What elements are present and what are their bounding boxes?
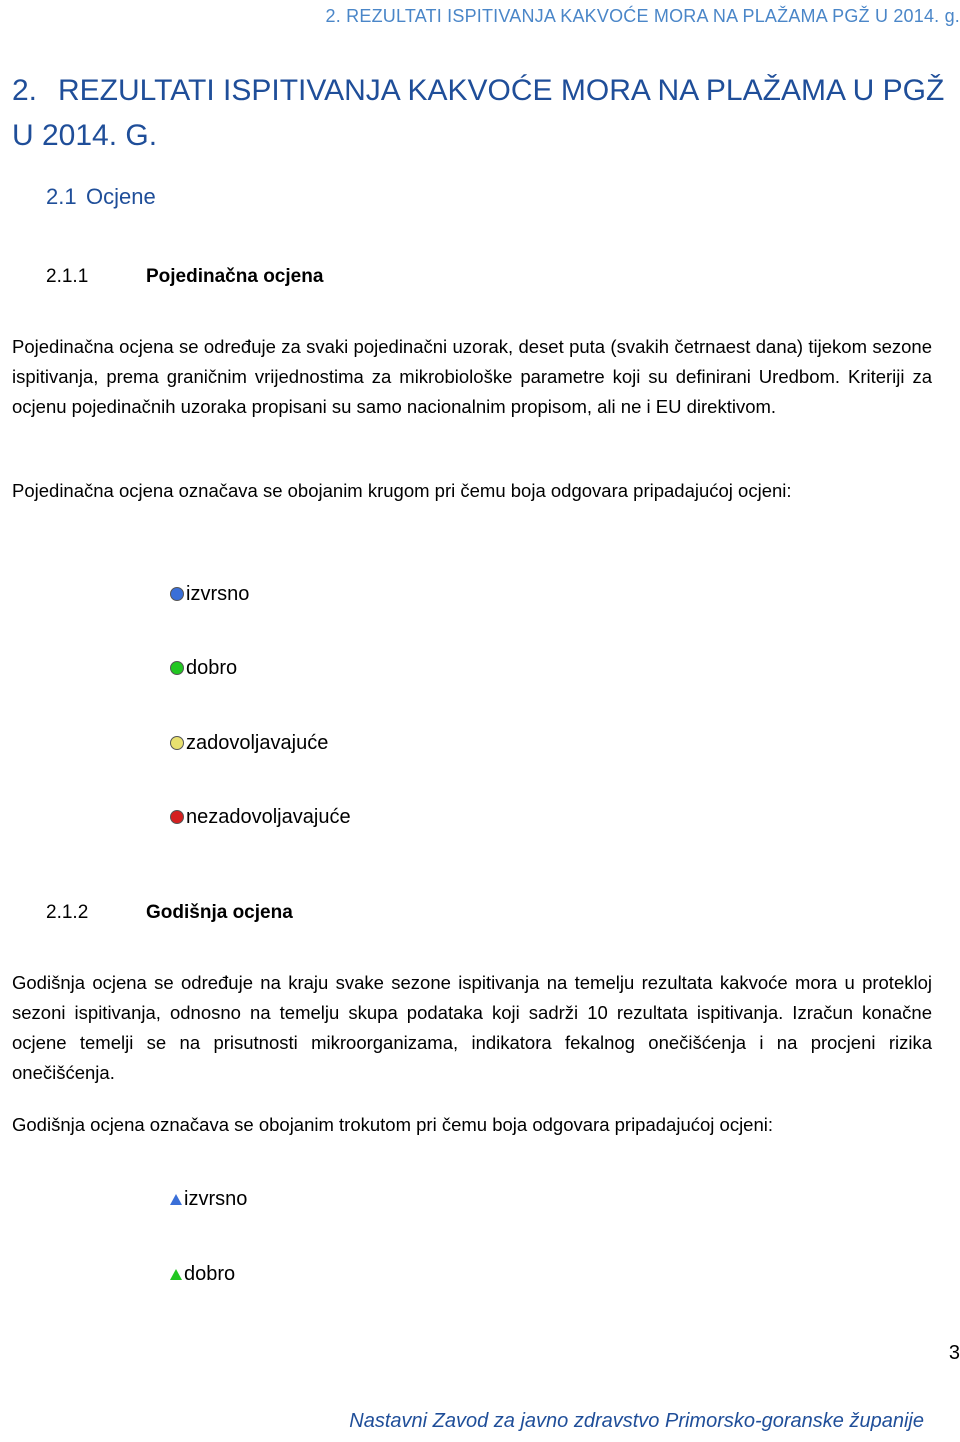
subsection-title: Pojedinačna ocjena xyxy=(146,266,324,287)
subsection-heading-individual xyxy=(46,266,323,288)
running-header: 2. REZULTATI ISPITIVANJA KAKVOĆE MORA NA PLAŽAMA PGŽ U 2014. g. xyxy=(325,6,960,26)
legend-item-dobro xyxy=(170,656,237,680)
legend-label: izvrsno xyxy=(184,1188,248,1210)
green-circle-icon xyxy=(170,661,184,675)
legend-item-zadovoljavajuce xyxy=(170,731,328,755)
paragraph-individual-definition: Pojedinačna ocjena se određuje za svaki pojedinačni uzorak, deset puta (svakih četrnaest dana) tijekom sezone ispitivanja, prema graničnim vrijednostima za mikrobiološke parametre koji su definirani Uredbom. Kriteriji za ocjenu pojedinačnih uzoraka propisani su samo nacionalnim propisom, ali ne i EU direktivom. xyxy=(12,336,932,417)
subsection-number: 2.1.2 xyxy=(46,902,89,923)
chapter-title: REZULTATI ISPITIVANJA KAKVOĆE MORA NA PLAŽAMA U PGŽ U 2014. G. xyxy=(12,74,945,152)
page-footer: Nastavni Zavod za javno zdravstvo Primorsko-goranske županije xyxy=(349,1410,924,1432)
red-circle-icon xyxy=(170,810,184,824)
paragraph-annual-definition: Godišnja ocjena se određuje na kraju svake sezone ispitivanja na temelju rezultata kakvoće mora u protekloj sezoni ispitivanja, odnosno na temelju skupa podataka koji sadrži 10 rezultata ispitivanja. Izračun konačne ocjene temelji se na prisutnosti mikroorganizama, indikatora fekalnog onečišćenja i na procjeni rizika onečišćenja. xyxy=(12,972,932,1083)
paragraph-individual-legend-intro: Pojedinačna ocjena označava se obojanim krugom pri čemu boja odgovara pripadajućoj ocjeni: xyxy=(12,480,792,501)
legend-label: dobro xyxy=(186,657,238,679)
section-title: Ocjene xyxy=(86,184,156,209)
green-triangle-icon xyxy=(170,1269,182,1280)
legend-item-annual-izvrsno xyxy=(170,1187,247,1211)
blue-circle-icon xyxy=(170,587,184,601)
yellow-circle-icon xyxy=(170,736,184,750)
legend-label: zadovoljavajuće xyxy=(186,732,329,754)
subsection-title: Godišnja ocjena xyxy=(146,902,293,923)
legend-label: izvrsno xyxy=(186,583,250,605)
chapter-number: 2. xyxy=(12,74,38,107)
legend-item-izvrsno xyxy=(170,582,249,606)
legend-item-annual-dobro xyxy=(170,1262,235,1286)
blue-triangle-icon xyxy=(170,1194,182,1205)
legend-item-nezadovoljavajuce xyxy=(170,805,351,829)
page-number: 3 xyxy=(948,1342,960,1364)
section-heading xyxy=(46,184,156,210)
legend-label: dobro xyxy=(184,1263,236,1285)
subsection-heading-annual xyxy=(46,902,293,924)
legend-label: nezadovoljavajuće xyxy=(186,806,351,828)
paragraph-annual-legend-intro: Godišnja ocjena označava se obojanim trokutom pri čemu boja odgovara pripadajućoj ocjeni: xyxy=(12,1114,774,1135)
subsection-number: 2.1.1 xyxy=(46,266,89,287)
chapter-heading xyxy=(12,68,952,158)
section-number: 2.1 xyxy=(46,184,77,209)
